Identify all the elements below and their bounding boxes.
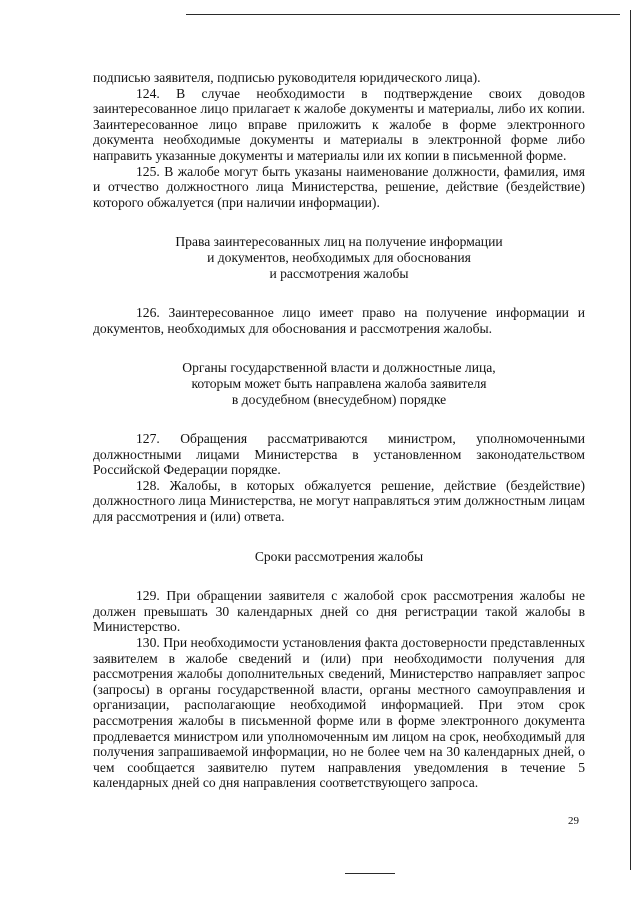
heading-line: и документов, необходимых для обоснования (207, 249, 471, 265)
paragraph-130: 130. При необходимости установления факта достоверности представленных заявителем в жалобе сведений и (или) при необходимости получения для рассмотрения жалобы дополнительных сведений, Министерство направляет запрос (запросы) в органы государственной власти, органы местного самоуправления и организации, располагающие необходимой информацией. При этом срок рассмотрения жалобы в письменной форме или в форме электронного документа продлевается министром или уполномоченным им лицом на срок, необходимый для получения запрашиваемой информации, но не более чем на 30 календарных дней, о чем сообщается заявителю путем направления уведомления в течение 5 календарных дней со дня направления соответствующего запроса. (93, 635, 585, 791)
page-number: 29 (568, 815, 579, 827)
section-heading-rights (93, 234, 585, 281)
paragraph-continuation: подписью заявителя, подписью руководителя юридического лица). (93, 70, 481, 85)
heading-line: в досудебном (внесудебном) порядке (231, 391, 447, 407)
section-heading-terms: Сроки рассмотрения жалобы (254, 548, 424, 564)
scan-mark-bottom (345, 873, 395, 874)
paragraph-124: 124. В случае необходимости в подтверждение своих доводов заинтересованное лицо прилагает к жалобе документы и материалы, либо их копии. Заинтересованное лицо вправе приложить к жалобе в форме электронного документа необходимые документы и материалы в электронной форме либо направить указанные документы и материалы или их копии в письменной форме. (93, 85, 585, 163)
heading-line: которым может быть направлена жалоба заявителя (191, 375, 487, 391)
heading-line: Органы государственной власти и должностные лица, (182, 360, 496, 376)
paragraph-128: 128. Жалобы, в которых обжалуется решение, действие (бездействие) должностного лица Министерства, не могут направляться этим должностным лицам для рассмотрения и (или) ответа. (93, 477, 585, 525)
paragraph-127: 127. Обращения рассматриваются министром, уполномоченными должностными лицами Министерства в установленном законодательством Российской Федерации порядке. (93, 431, 585, 478)
paragraph-125: 125. В жалобе могут быть указаны наименование должности, фамилия, имя и отчество должностного лица Министерства, решение, действие (бездействие) которого обжалуется (при наличии информации). (93, 163, 585, 210)
heading-line: Права заинтересованных лиц на получение информации (175, 234, 503, 250)
document-body (93, 70, 585, 791)
scan-border-right (630, 10, 631, 870)
section-heading-authorities (93, 360, 585, 407)
paragraph-129: 129. При обращении заявителя с жалобой срок рассмотрения жалобы не должен превышать 30 календарных дней со дня регистрации такой жалобы в Министерство. (93, 588, 585, 635)
scan-border-top (186, 14, 620, 15)
heading-line: и рассмотрения жалобы (269, 265, 409, 281)
paragraph-126: 126. Заинтересованное лицо имеет право на получение информации и документов, необходимых для обоснования и рассмотрения жалобы. (93, 305, 585, 336)
